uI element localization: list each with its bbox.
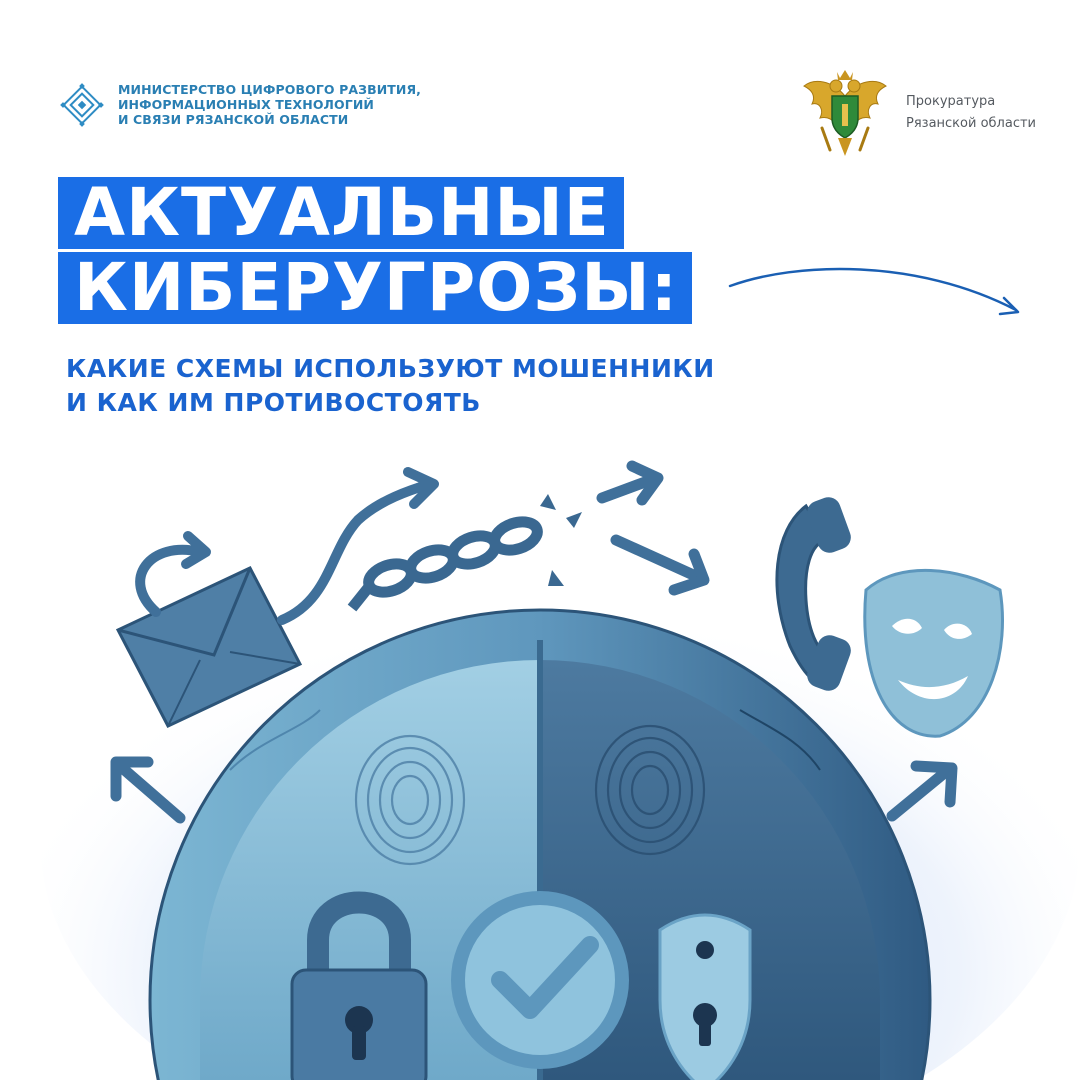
ministry-name xyxy=(118,82,421,127)
subtitle-line: И КАК ИМ ПРОТИВОСТОЯТЬ xyxy=(66,388,481,417)
ministry-line: ИНФОРМАЦИОННЫХ ТЕХНОЛОГИЙ xyxy=(118,97,374,112)
title-line-2: КИБЕРУГРОЗЫ: xyxy=(58,252,692,324)
ministry-line: МИНИСТЕРСТВО ЦИФРОВОГО РАЗВИТИЯ, xyxy=(118,82,422,97)
checkmark-icon xyxy=(458,898,622,1062)
emblem-icon xyxy=(802,66,888,160)
prosecutor-name xyxy=(906,91,1036,135)
arrow-icon xyxy=(726,262,1026,326)
subtitle xyxy=(66,352,715,420)
ministry-header xyxy=(60,82,421,127)
prosecutor-line: Рязанской области xyxy=(906,116,1036,131)
ministry-logo-icon xyxy=(60,83,104,127)
prosecutor-line: Прокуратура xyxy=(906,94,996,109)
cyber-illustration xyxy=(0,440,1080,1080)
ministry-line: И СВЯЗИ РЯЗАНСКОЙ ОБЛАСТИ xyxy=(118,112,349,127)
shield-keyhole-icon xyxy=(660,915,750,1080)
title-line-1: АКТУАЛЬНЫЕ xyxy=(58,177,624,249)
subtitle-line: КАКИЕ СХЕМЫ ИСПОЛЬЗУЮТ МОШЕННИКИ xyxy=(66,354,715,383)
prosecutor-header xyxy=(802,66,1036,160)
arrow-icon xyxy=(602,466,658,500)
